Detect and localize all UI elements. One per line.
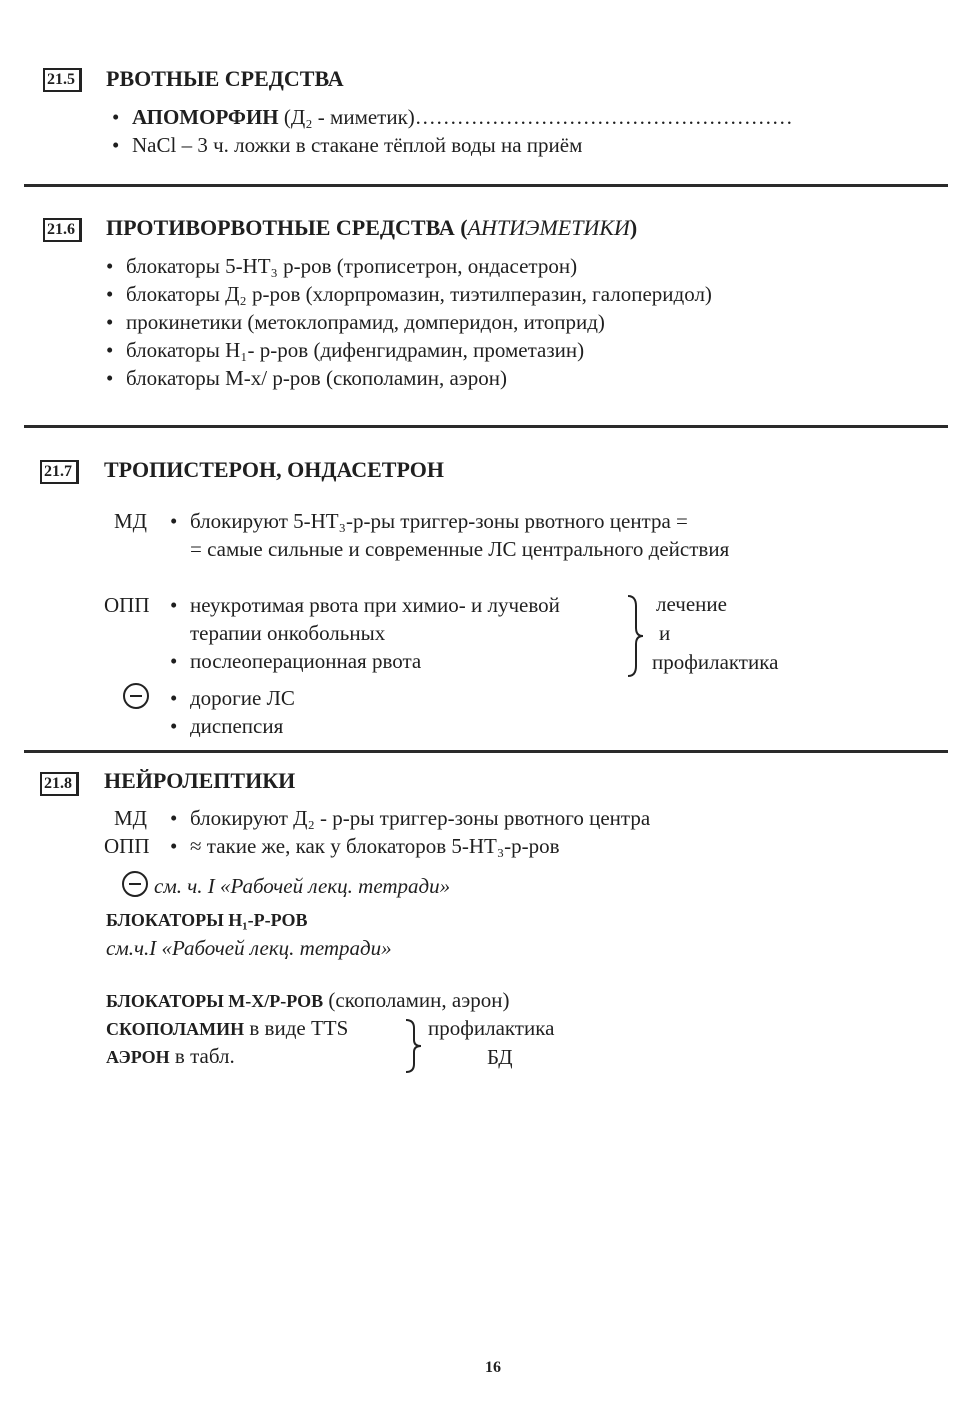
list-item: • блокаторы М-х/ р-ров (скополамин, аэрон) [126,366,507,391]
title-text: ПРОТИВОРВОТНЫЕ СРЕДСТВА ( [106,215,468,240]
opp-label: ОПП [104,834,150,858]
prophylaxis-label: профилактика [428,1016,555,1040]
section-divider [24,184,948,187]
md-label: МД [114,509,147,533]
negative-item-1: • дорогие ЛС [190,686,295,711]
brace-label-treatment: лечение [656,592,727,616]
opp-line: • ≈ такие же, как у блокаторов 5-НТ₃-р-ров [190,834,560,859]
md-line-1: • блокируют 5-НТ₃-р-ры триггер-зоны рвотного центра = [190,509,688,534]
title-end: ) [629,215,638,240]
scopolamine-rest: в виде TTS [244,1016,349,1040]
right-brace-icon [624,594,646,678]
list-item: • NaCl – 3 ч. ложки в стакане тёплой воды на приём [132,133,582,158]
page-number: 16 [485,1359,501,1376]
aeron-rest: в табл. [169,1044,235,1068]
section-number-21-8: 21.8 [40,772,79,796]
h1-blockers-reference: см.ч.I «Рабочей лекц. тетради» [106,936,392,960]
section-number-21-5: 21.5 [43,68,82,92]
opp-item-1-cont: терапии онкобольных [190,621,386,645]
opp-item-1: • неукротимая рвота при химио- и лучевой [190,593,560,618]
list-item-text: (Д₂ - миметик)……………………………………………… [278,105,793,129]
brace-label-and: и [659,621,671,645]
scopolamine-line [106,1016,348,1041]
opp-item-2: • послеоперационная рвота [190,649,421,674]
section-title-21-8: НЕЙРОЛЕПТИКИ [104,768,296,793]
negative-item-2: • диспепсия [190,714,283,739]
section-number-21-7: 21.7 [40,460,79,484]
minus-circle-icon [123,683,149,709]
list-item [132,105,793,130]
right-brace-icon [402,1018,424,1074]
title-italic: АНТИЭМЕТИКИ [467,215,630,240]
section-title-21-5: РВОТНЫЕ СРЕДСТВА [106,66,344,91]
section-title-21-7: ТРОПИСТЕРОН, ОНДАСЕТРОН [104,457,445,482]
list-item: • блокаторы 5-НТ₃ р-ров (трописетрон, ондасетрон) [126,254,577,279]
list-item: • прокинетики (метоклопрамид, домперидон, итоприд) [126,310,605,335]
scopolamine-bold: СКОПОЛАМИН [106,1019,245,1039]
aeron-bold: АЭРОН [106,1047,170,1067]
mx-blockers-rest: (скополамин, аэрон) [323,988,510,1012]
section-title-21-6 [106,215,637,241]
section-divider [24,750,948,753]
mx-blockers-bold: БЛОКАТОРЫ М-Х/Р-РОВ [106,991,324,1011]
md-line: • блокируют Д₂ - р-ры триггер-зоны рвотного центра [190,806,650,831]
section-number-21-6: 21.6 [43,218,82,242]
md-line-2: = самые сильные и современные ЛС центрального действия [190,537,730,561]
drug-name-apomorphine: АПОМОРФИН [132,105,279,129]
minus-circle-icon [122,871,148,897]
opp-label: ОПП [104,593,150,617]
section-divider [24,425,948,428]
negative-reference: см. ч. I «Рабочей лекц. тетради» [154,874,451,898]
list-item: • блокаторы Н₁- р-ров (дифенгидрамин, прометазин) [126,338,584,363]
bd-label: БД [487,1045,513,1069]
list-item: • блокаторы Д₂ р-ров (хлорпромазин, тиэтилперазин, галоперидол) [126,282,712,307]
aeron-line [106,1044,235,1069]
h1-blockers-heading: БЛОКАТОРЫ Н₁-Р-РОВ [106,910,308,930]
mx-blockers-heading [106,988,509,1013]
md-label: МД [114,806,147,830]
brace-label-prophylaxis: профилактика [652,650,779,674]
